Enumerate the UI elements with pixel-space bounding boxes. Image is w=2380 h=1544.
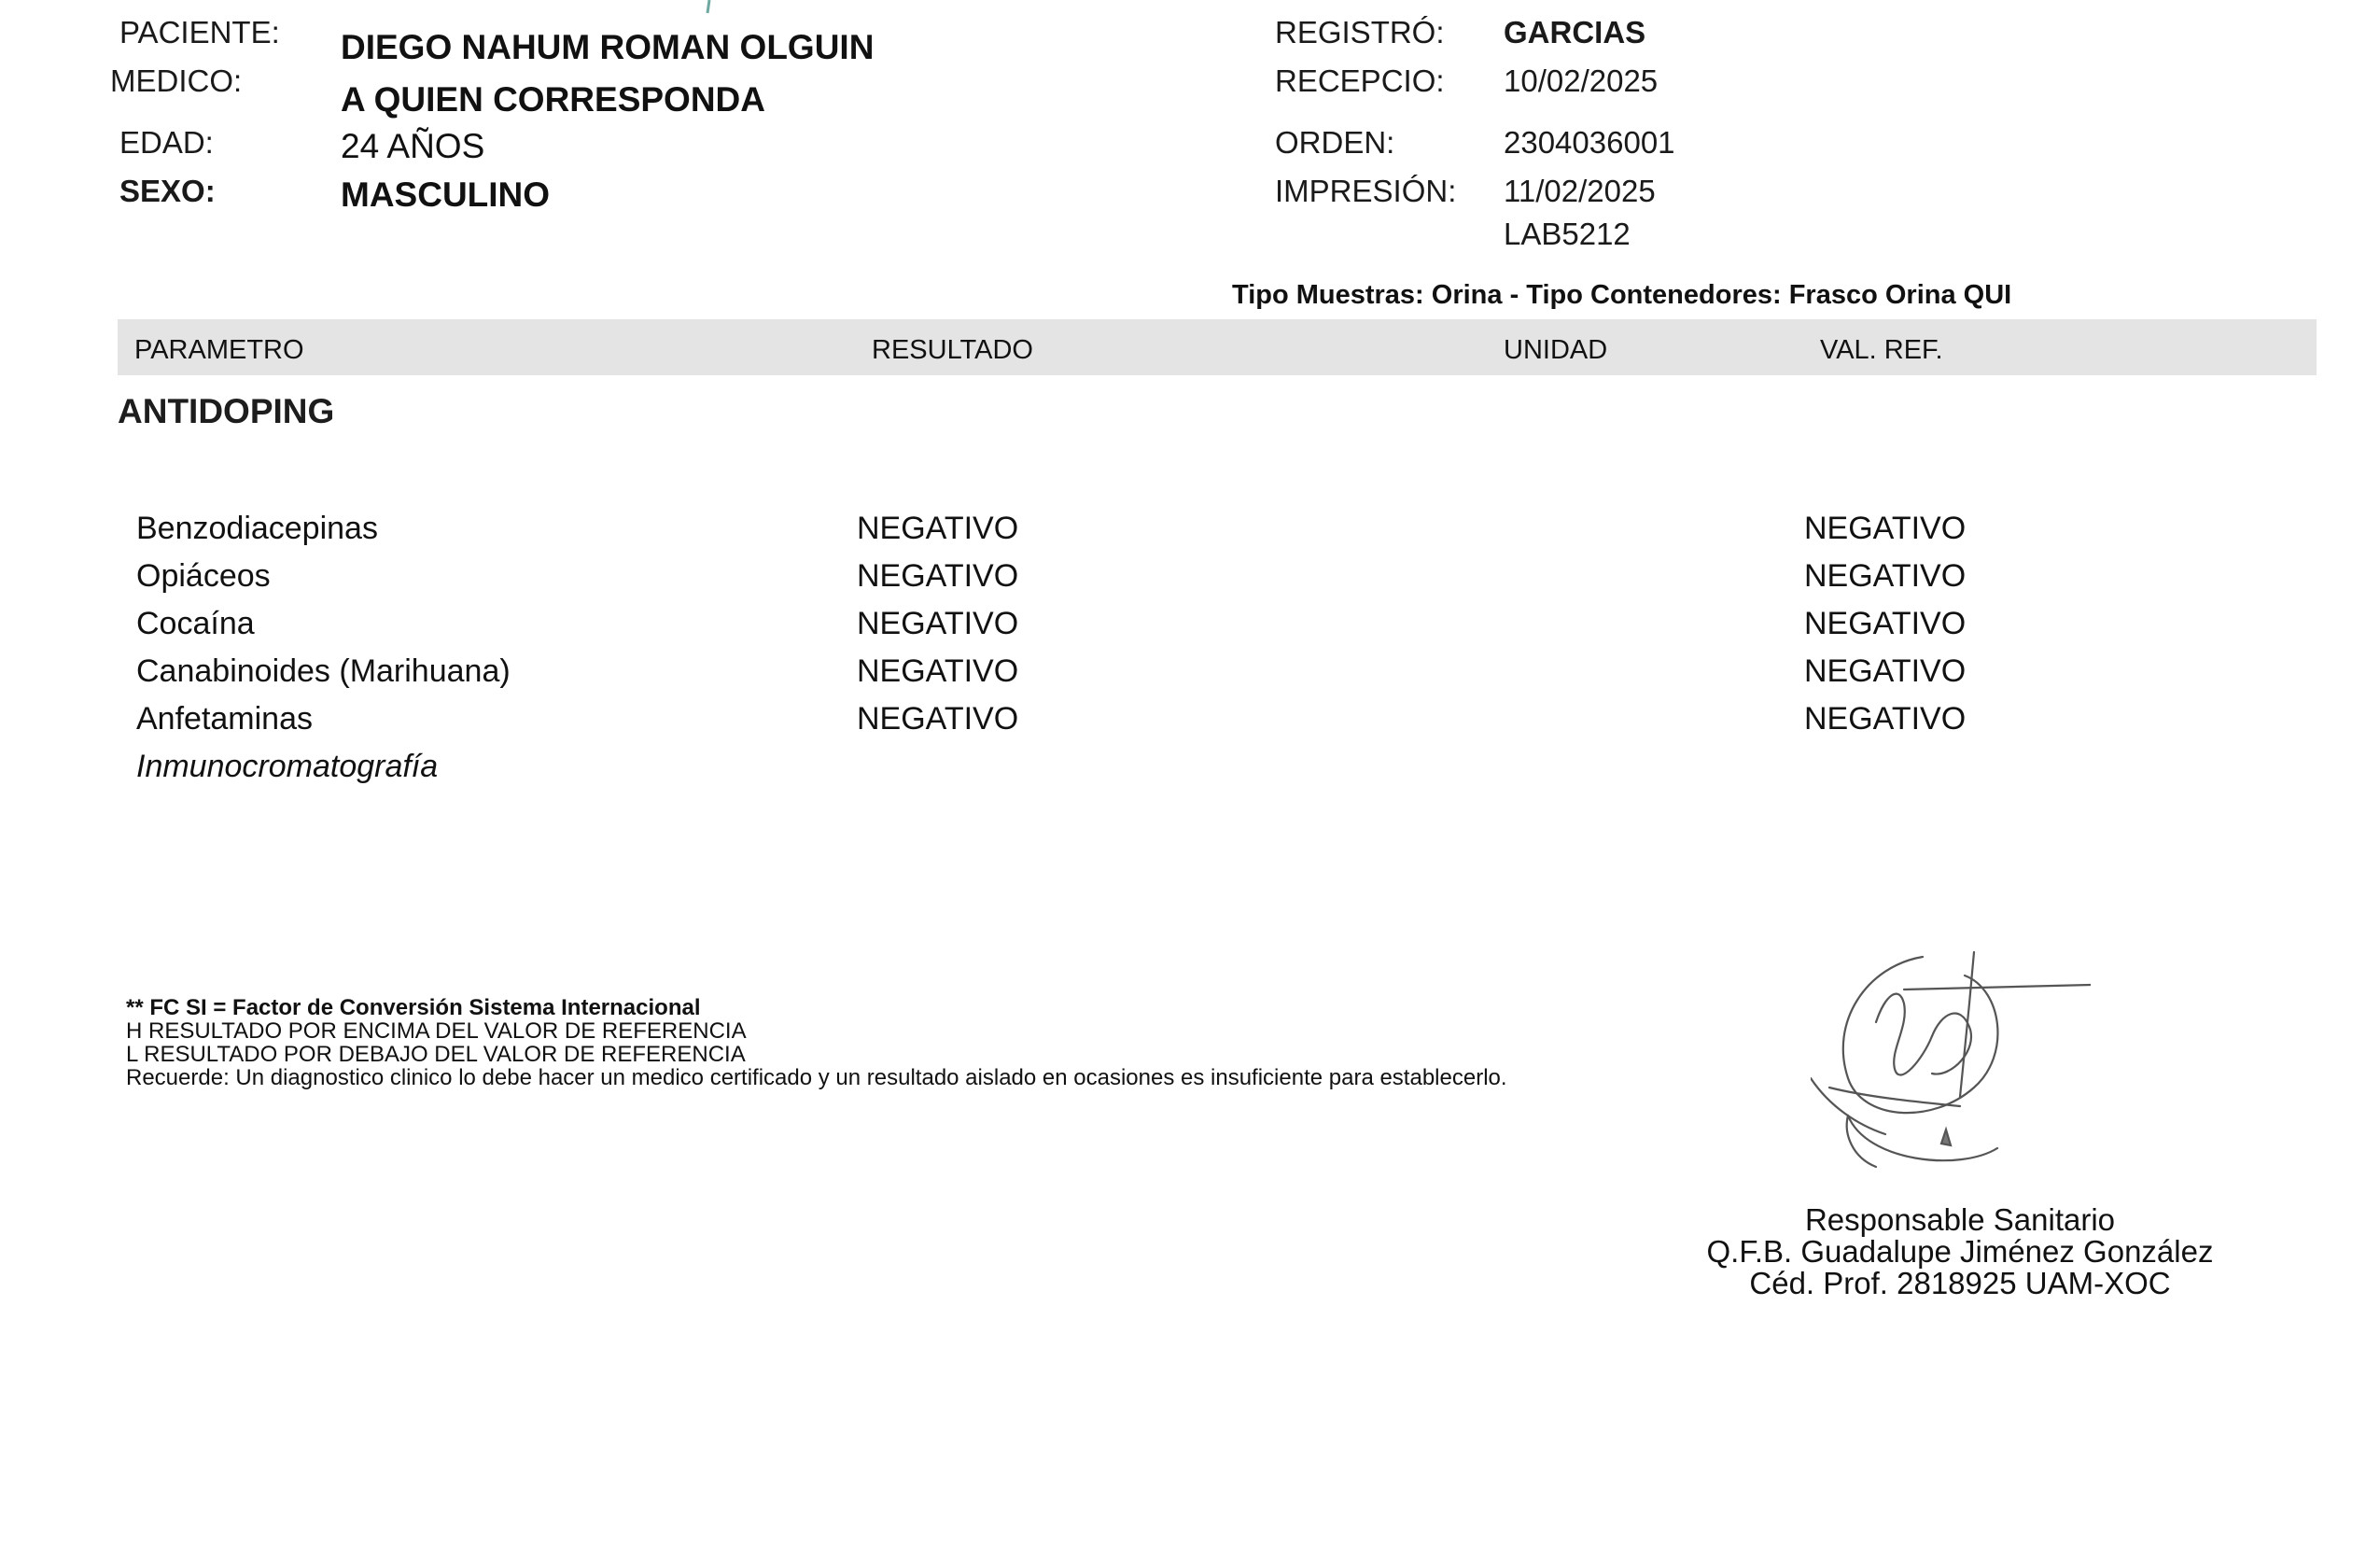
column-header-result: RESULTADO — [872, 335, 1033, 365]
footnote-h: H RESULTADO POR ENCIMA DEL VALOR DE REFERENCIA — [126, 1018, 747, 1044]
row-result: NEGATIVO — [857, 701, 1019, 737]
row-reference: NEGATIVO — [1804, 653, 1967, 689]
signature-block — [1680, 1204, 2240, 1299]
signature-license: Céd. Prof. 2818925 UAM-XOC — [1749, 1266, 2171, 1300]
row-parameter: Opiáceos — [136, 558, 271, 594]
row-result: NEGATIVO — [857, 558, 1019, 594]
sex-value: MASCULINO — [341, 175, 551, 214]
row-result: NEGATIVO — [857, 511, 1019, 546]
row-parameter: Anfetaminas — [136, 701, 313, 737]
handwritten-signature — [1811, 947, 2091, 1176]
row-parameter: Canabinoides (Marihuana) — [136, 653, 511, 689]
doctor-label: MEDICO: — [110, 63, 243, 98]
row-parameter: Cocaína — [136, 606, 255, 641]
order-label: ORDEN: — [1275, 125, 1395, 160]
print-date: 11/02/2025 — [1504, 174, 1656, 208]
sample-info: Tipo Muestras: Orina - Tipo Contenedores: Frasco Orina QUI — [1232, 280, 2012, 310]
age-value: 24 AÑOS — [341, 127, 485, 165]
column-header-reference: VAL. REF. — [1820, 335, 1943, 365]
footnote-disclaimer: Recuerde: Un diagnostico clinico lo debe hacer un medico certificado y un resultado aislado en ocasiones es insuficiente para establecerlo. — [126, 1065, 1507, 1090]
reception-date: 10/02/2025 — [1504, 63, 1659, 98]
section-title: ANTIDOPING — [118, 392, 335, 430]
footnotes — [126, 996, 1507, 1089]
method-note: Inmunocromatografía — [136, 749, 439, 784]
row-reference: NEGATIVO — [1804, 558, 1967, 594]
reception-label: RECEPCIO: — [1275, 63, 1445, 98]
table-header — [118, 319, 2317, 375]
row-reference: NEGATIVO — [1804, 606, 1967, 641]
registered-by-label: REGISTRÓ: — [1275, 15, 1445, 49]
patient-label: PACIENTE: — [119, 15, 280, 49]
registered-by-value: GARCIAS — [1504, 15, 1646, 49]
order-number: 2304036001 — [1504, 125, 1675, 160]
print-date-label: IMPRESIÓN: — [1275, 174, 1457, 208]
row-reference: NEGATIVO — [1804, 701, 1967, 737]
column-header-unit: UNIDAD — [1504, 335, 1608, 365]
row-result: NEGATIVO — [857, 606, 1019, 641]
age-label: EDAD: — [119, 125, 214, 160]
row-result: NEGATIVO — [857, 653, 1019, 689]
patient-name: DIEGO NAHUM ROMAN OLGUIN — [341, 28, 875, 66]
signature-name: Q.F.B. Guadalupe Jiménez González — [1706, 1234, 2214, 1269]
logo-fragment-icon — [698, 0, 715, 15]
signature-title: Responsable Sanitario — [1804, 1202, 2116, 1237]
footnote-l: L RESULTADO POR DEBAJO DEL VALOR DE REFERENCIA — [126, 1042, 746, 1067]
sex-label: SEXO: — [119, 174, 216, 208]
column-header-parameter: PARAMETRO — [134, 335, 304, 365]
row-parameter: Benzodiacepinas — [136, 511, 378, 546]
footnote-fc-si: ** FC SI = Factor de Conversión Sistema Internacional — [126, 995, 701, 1020]
row-reference: NEGATIVO — [1804, 511, 1967, 546]
doctor-name: A QUIEN CORRESPONDA — [341, 80, 766, 119]
lab-code: LAB5212 — [1504, 217, 1631, 251]
